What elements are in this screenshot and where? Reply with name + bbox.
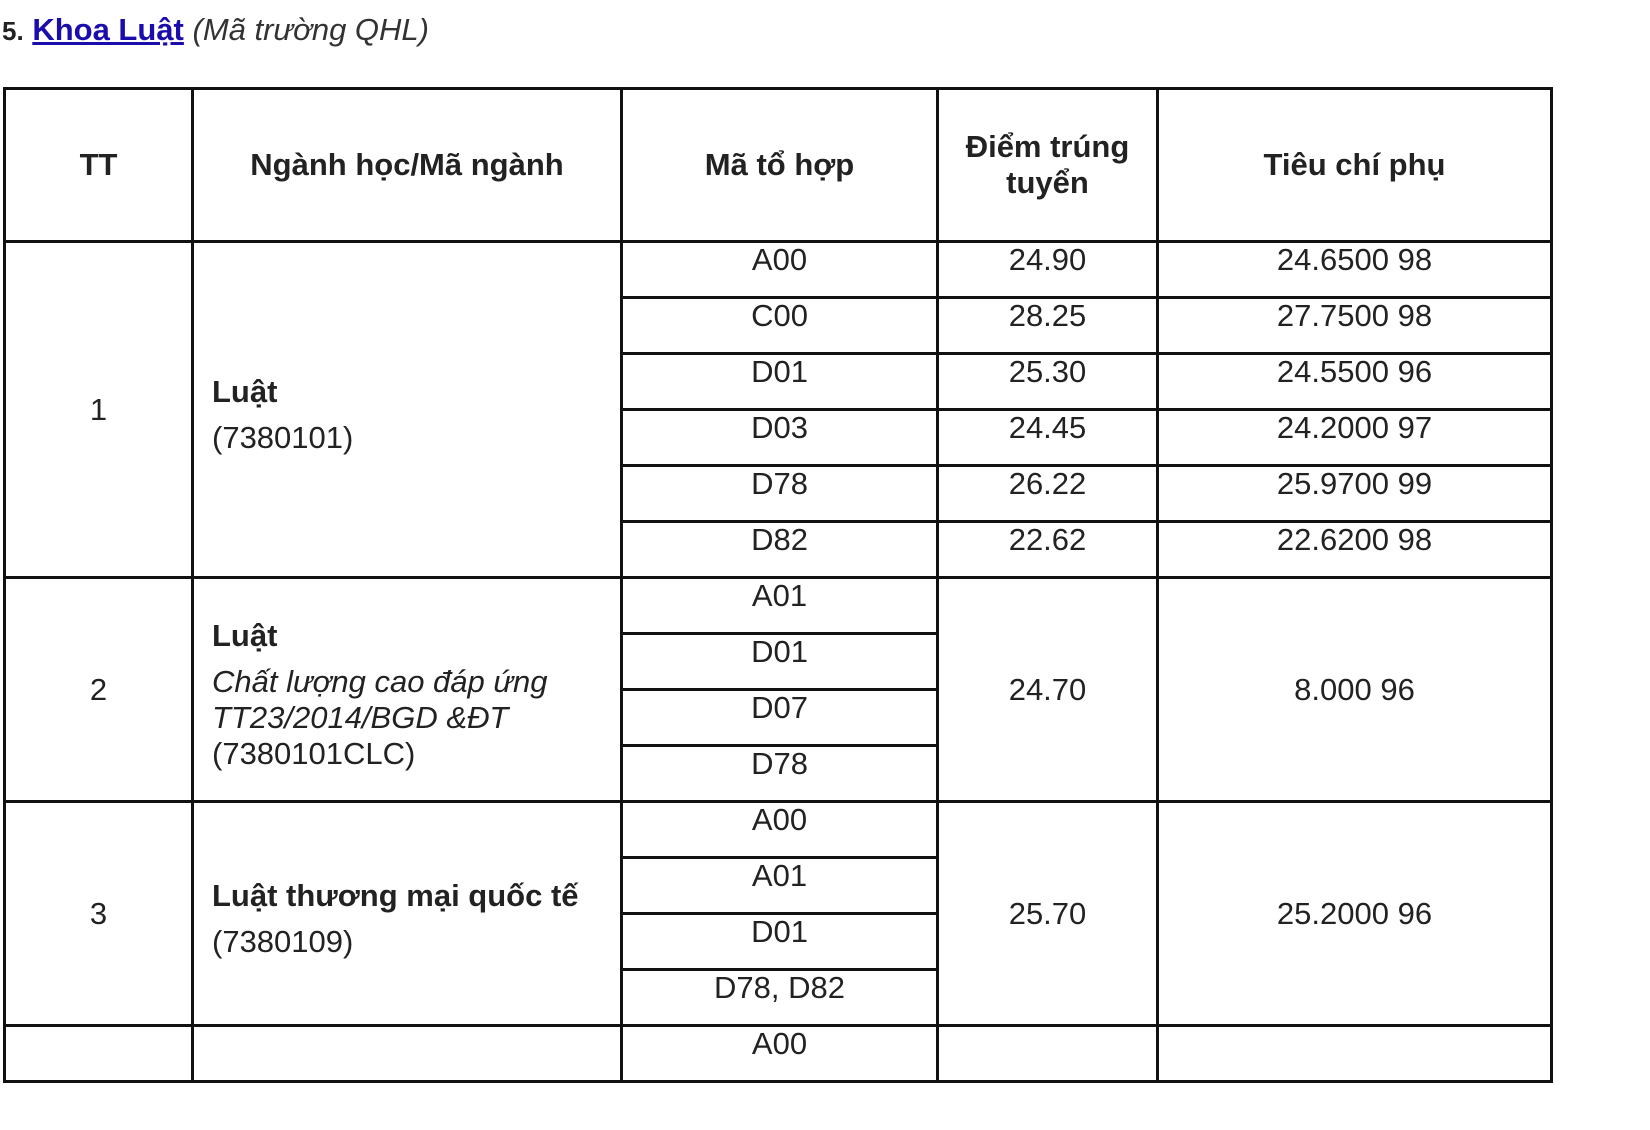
criteria-cell: 24.5500 96 [1158, 354, 1552, 410]
tt-cell: 1 [5, 242, 193, 578]
table-row [5, 802, 1552, 858]
table-header-row [5, 89, 1552, 242]
combo-cell: A01 [622, 578, 938, 634]
major-cell [193, 242, 622, 578]
major-title: Luật thương mại quốc tế [212, 877, 579, 913]
major-cell [193, 802, 622, 1026]
table-row-partial [5, 1026, 1552, 1082]
score-cell: 28.25 [938, 298, 1158, 354]
major-code: (7380101) [212, 419, 354, 455]
major-title: Luật [212, 617, 278, 653]
school-code-note: (Mã trường QHL) [192, 12, 429, 47]
combo-cell: A00 [622, 1026, 938, 1082]
header-score [938, 89, 1158, 242]
criteria-cell: 22.6200 98 [1158, 522, 1552, 578]
combo-cell: D03 [622, 410, 938, 466]
score-cell: 24.90 [938, 242, 1158, 298]
header-major: Ngành học/Mã ngành [193, 89, 622, 242]
combo-cell: D78, D82 [622, 970, 938, 1026]
score-cell [938, 1026, 1158, 1082]
major-code: (7380101CLC) [212, 735, 416, 771]
combo-cell: D07 [622, 690, 938, 746]
combo-cell: A00 [622, 802, 938, 858]
combo-cell: D78 [622, 746, 938, 802]
score-cell: 22.62 [938, 522, 1158, 578]
major-code: (7380109) [212, 923, 354, 959]
criteria-cell: 25.9700 99 [1158, 466, 1552, 522]
table-row [5, 578, 1552, 634]
combo-cell: A00 [622, 242, 938, 298]
combo-cell: D01 [622, 354, 938, 410]
faculty-link[interactable]: Khoa Luật [32, 12, 184, 47]
tt-cell [5, 1026, 193, 1082]
score-cell: 26.22 [938, 466, 1158, 522]
combo-cell: D78 [622, 466, 938, 522]
header-score-line2: tuyển [1006, 165, 1089, 200]
major-cell [193, 1026, 622, 1082]
score-cell: 25.70 [938, 802, 1158, 1026]
header-combo: Mã tổ hợp [622, 89, 938, 242]
table-row [5, 242, 1552, 298]
score-cell: 24.70 [938, 578, 1158, 802]
header-criteria: Tiêu chí phụ [1158, 89, 1552, 242]
criteria-cell: 25.2000 96 [1158, 802, 1552, 1026]
admission-score-table [3, 87, 1553, 1083]
major-subtitle-line2: TT23/2014/BGD &ĐT [212, 699, 509, 735]
score-cell: 24.45 [938, 410, 1158, 466]
header-score-line1: Điểm trúng [965, 129, 1130, 164]
combo-cell: D01 [622, 634, 938, 690]
score-cell: 25.30 [938, 354, 1158, 410]
tt-cell: 2 [5, 578, 193, 802]
header-tt: TT [5, 89, 193, 242]
criteria-cell [1158, 1026, 1552, 1082]
major-cell [193, 578, 622, 802]
combo-cell: D82 [622, 522, 938, 578]
combo-cell: D01 [622, 914, 938, 970]
criteria-cell: 24.2000 97 [1158, 410, 1552, 466]
major-subtitle-line1: Chất lượng cao đáp ứng [212, 663, 548, 699]
criteria-cell: 8.000 96 [1158, 578, 1552, 802]
combo-cell: C00 [622, 298, 938, 354]
section-number: 5. [2, 16, 24, 46]
criteria-cell: 24.6500 98 [1158, 242, 1552, 298]
criteria-cell: 27.7500 98 [1158, 298, 1552, 354]
tt-cell: 3 [5, 802, 193, 1026]
combo-cell: A01 [622, 858, 938, 914]
section-heading [2, 10, 429, 51]
major-title: Luật [212, 373, 278, 409]
